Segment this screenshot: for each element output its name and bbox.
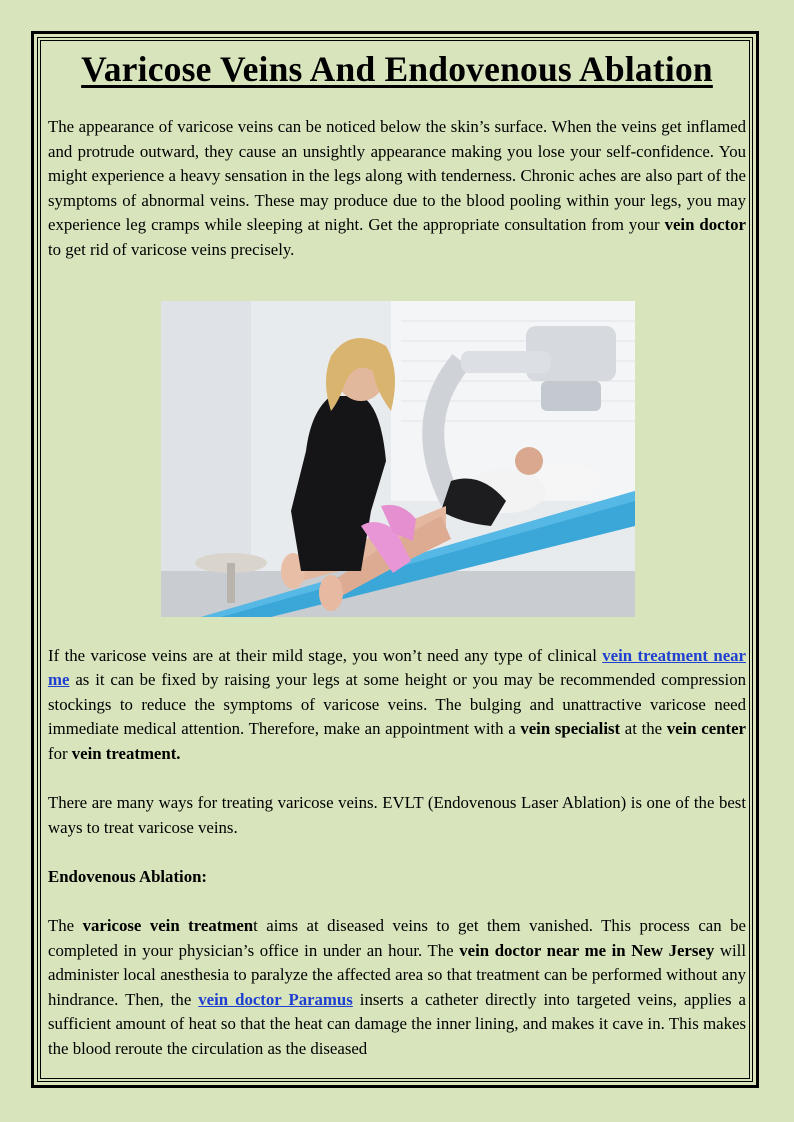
vein-doctor-paramus-link[interactable]: vein doctor Paramus [198, 989, 353, 1009]
clinic-photo [161, 301, 635, 617]
document-content [48, 46, 746, 1076]
mild-stage-paragraph: If the varicose veins are at their mild stage, you won’t need any type of clinical vein treatment near me as it can be fixed by raising your legs at some height or you may be recommended compression stockings to reduce the symptoms of varicose veins. The bulging and unattractive varicose need immediate medical attention. Therefore, make an appointment with a vein specialist at the vein center for vein treatment. [48, 645, 746, 763]
page-title: Varicose Veins And Endovenous Ablation [81, 49, 713, 89]
treatment-options-paragraph: There are many ways for treating varicose veins. EVLT (Endovenous Laser Ablation) is one of the best ways to treat varicose veins. [48, 793, 746, 837]
vein-treatment-near-me-link[interactable]: vein treatment near me [48, 645, 746, 690]
ablation-paragraph: The varicose vein treatment aims at diseased veins to get them vanished. This process can be completed in your physician’s office in under an hour. The vein doctor near me in New Jersey will administer local anesthesia to paralyze the affected area so that treatment can be performed without any hindrance. Then, the vein doctor Paramus inserts a catheter directly into targeted veins, applies a sufficient amount of heat so that the heat can damage the inner lining, and makes it cave in. This makes the blood reroute the circulation as the diseased [48, 916, 746, 1059]
intro-paragraph: The appearance of varicose veins can be noticed below the skin’s surface. When the veins get inflamed and protrude outward, they cause an unsightly appearance making you lose your self-confidence. You might experience a heavy sensation in the legs along with tenderness. Chronic aches are also part of the symptoms of abnormal veins. These may produce due to the blood pooling within your legs, you may experience leg cramps while sleeping at night. Get the appropriate consultation from your vein doctor to get rid of varicose veins precisely. [48, 117, 746, 259]
section-heading-endovenous: Endovenous Ablation: [48, 866, 208, 886]
